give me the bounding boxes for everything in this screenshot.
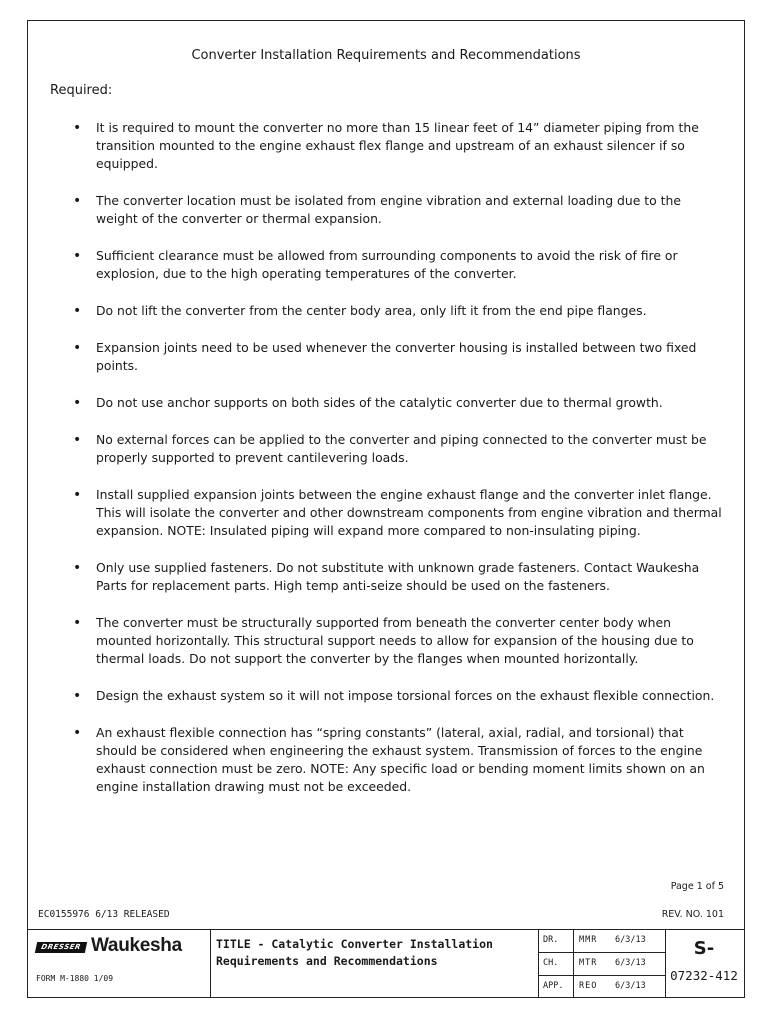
requirement-item: • Sufficient clearance must be allowed from surrounding components to avoid the risk of fire or explosion, due to the high operating temperatures of the converter. [76, 247, 726, 283]
requirement-item: • The converter must be structurally supported from beneath the converter center body when mounted horizontally. This structural support needs to allow for expansion of the housing due to thermal loads. Do not support the converter by the flanges when mounted horizontally. [76, 614, 726, 668]
eco-release: EC0155976 6/13 RELEASED [38, 909, 170, 920]
title-cell [216, 936, 536, 970]
approvals-cell [538, 930, 666, 998]
drawing-number: 07232-412 [670, 968, 738, 983]
requirement-item: • Design the exhaust system so it will not impose torsional forces on the exhaust flexible connection. [76, 687, 726, 705]
title-line-2: Requirements and Recommendations [216, 954, 438, 968]
approval-row-approved: APP. REO 6/3/13 [539, 976, 665, 998]
document-page [27, 20, 745, 998]
form-number: FORM M-1880 1/09 [36, 974, 114, 983]
title-block [28, 929, 744, 998]
revision-number: REV. NO. 101 [661, 909, 724, 920]
title-line-1: TITLE - Catalytic Converter Installation [216, 937, 493, 951]
requirement-item: • Do not lift the converter from the center body area, only lift it from the end pipe flanges. [76, 302, 726, 320]
dresser-logo: DRESSER [35, 942, 87, 953]
drawing-prefix: S- [693, 938, 715, 959]
waukesha-logo: Waukesha [91, 935, 182, 956]
requirement-item: • An exhaust flexible connection has “spring constants” (lateral, axial, radial, and torsional) that should be considered when engineering the exhaust system. Transmission of forces to the engine exhaust connection must be zero. NOTE: Any specific load or bending moment limits shown on an engine installation drawing must not be exceeded. [76, 724, 726, 796]
document-title: Converter Installation Requirements and Recommendations [191, 48, 581, 63]
company-logo-cell [28, 930, 211, 998]
approval-row-drawn: DR. MMR 6/3/13 [539, 930, 665, 953]
requirements-list [76, 119, 726, 815]
drawing-number-cell [664, 930, 744, 998]
approval-row-checked: CH. MTR 6/3/13 [539, 953, 665, 976]
requirement-item: • Only use supplied fasteners. Do not substitute with unknown grade fasteners. Contact Waukesha Parts for replacement parts. High temp anti-seize should be used on the fasteners. [76, 559, 726, 595]
requirement-item: • It is required to mount the converter no more than 15 linear feet of 14” diameter piping from the transition mounted to the engine exhaust flex flange and upstream of an exhaust silencer if so equipped. [76, 119, 726, 173]
requirement-item: • Do not use anchor supports on both sides of the catalytic converter due to thermal growth. [76, 394, 726, 412]
requirement-item: • No external forces can be applied to the converter and piping connected to the converter must be properly supported to prevent cantilevering loads. [76, 431, 726, 467]
requirement-item: • The converter location must be isolated from engine vibration and external loading due to the weight of the converter or thermal expansion. [76, 192, 726, 228]
requirement-item: • Install supplied expansion joints between the engine exhaust flange and the converter inlet flange. This will isolate the converter and other downstream components from engine vibration and thermal expansion. NOTE: Insulated piping will expand more compared to non-insulating piping. [76, 486, 726, 540]
page-number: Page 1 of 5 [670, 881, 724, 892]
requirement-item: • Expansion joints need to be used whenever the converter housing is installed between two fixed points. [76, 339, 726, 375]
required-label: Required: [50, 83, 113, 98]
